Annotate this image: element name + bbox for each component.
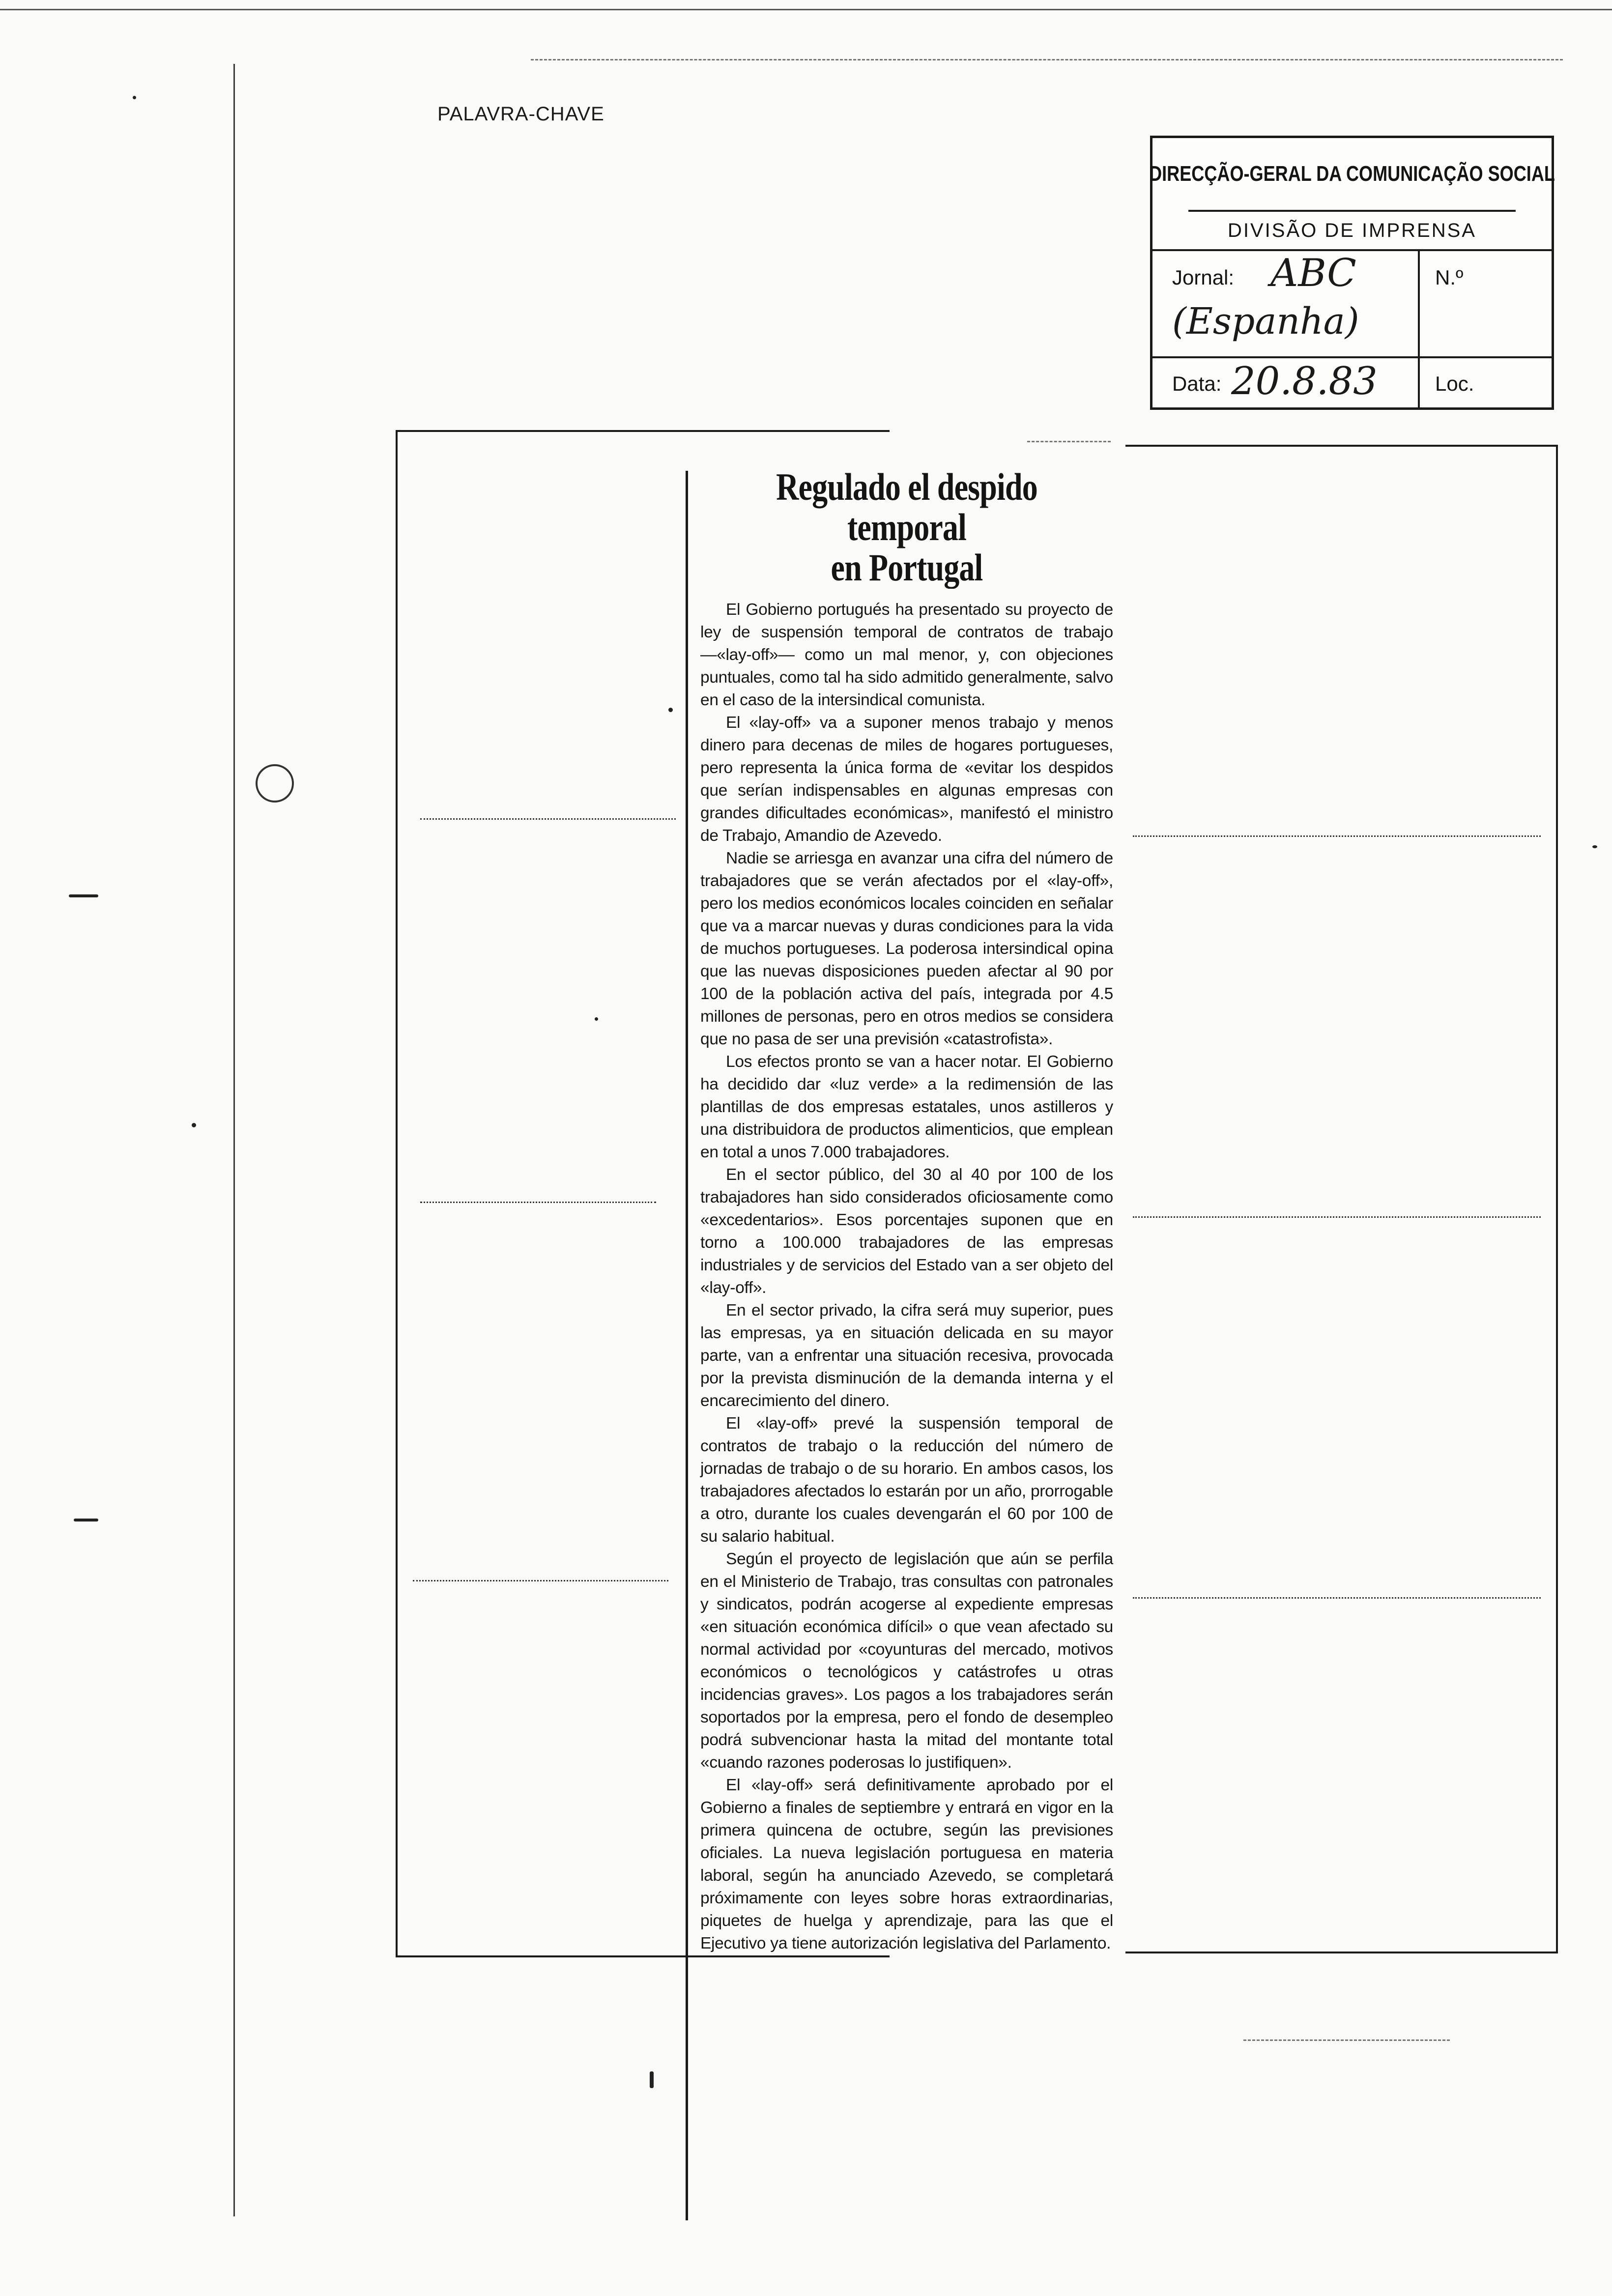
clipping-frame-top-broken xyxy=(1027,441,1111,442)
fold-line xyxy=(420,1202,656,1203)
left-margin-line xyxy=(233,64,235,2216)
stamp-jornal-row xyxy=(1152,251,1552,358)
stamp-data-label: Data: xyxy=(1172,372,1222,395)
article-body xyxy=(700,599,1113,1955)
speck xyxy=(133,96,136,99)
scan-top-rule xyxy=(0,9,1612,10)
article-paragraph: El «lay-off» prevé la suspensión temporal de contratos de trabajo o la reducción del número de jornadas de trabajo o de su horario. En ambos casos, los trabajadores afectados lo estarán por un año, prorrogable a otro, durante los cuales devengarán el 60 por 100 de su salario habitual. xyxy=(700,1414,1113,1546)
article-paragraph: Según el proyecto de legislación que aún se perfila en el Ministerio de Trabajo, tras consultas con patronales y sindicatos, podrán acogerse al expediente empresas «en situación económica difícil» o que vean afectado su normal actividad por «coyunturas del mercado, motivos económicos o tecnológicos y catástrofes u otras incidencias graves». Los pagos a los trabajadores serán soportados por la empresa, pero el fondo de desempleo podrá subvencionar hasta la mitad del montante total «cuando razones poderosas lo justifiquen». xyxy=(700,1550,1113,1772)
article-paragraph: Los efectos pronto se van a hacer notar. El Gobierno ha decidido dar «luz verde» a la redimensión de las plantillas de dos empresas estatales, unos astilleros y una distribuidora de productos alimenticios, que emplean en total a unos 7.000 trabajadores. xyxy=(700,1053,1113,1161)
column-rule xyxy=(686,471,688,2220)
headline-line-2: en Portugal xyxy=(831,546,983,589)
stamp-divider xyxy=(1418,251,1420,408)
clipping-frame-right xyxy=(1125,445,1558,1953)
fold-line xyxy=(1133,1597,1541,1599)
article-paragraph: El Gobierno portugués ha presentado su proyecto de ley de suspensión temporal de contratos de trabajo —«lay-off»— como un mal menor, y, con objeciones puntuales, como tal ha sido admitido generalmente, salvo en el caso de la intersindical comunista. xyxy=(700,601,1113,709)
keyword-label: PALAVRA-CHAVE xyxy=(437,103,604,125)
article-paragraph: El «lay-off» será definitivamente aprobado por el Gobierno a finales de septiembre y entrará en vigor en la primera quincena de octubre, según las previsiones oficiales. La nueva legislación portuguesa en materia laboral, según ha anunciado Azevedo, se completará próximamente con leyes sobre horas extraordinarias, piquetes de huelga y aprendizaje, para las que el Ejecutivo ya tiene autorización legislativa del Parlamento. xyxy=(700,1776,1113,1952)
scan-dash-rule-top xyxy=(531,59,1563,60)
article-paragraph: Nadie se arriesga en avanzar una cifra del número de trabajadores que se verán afectados por el «lay-off», pero los medios económicos locales coinciden en señalar que va a marcar nuevas y duras condiciones para la vida de muchos portugueses. La poderosa intersindical opina que las nuevas disposiciones pueden afectar al 90 por 100 de la población activa del país, integrada por 4.5 millones de personas, pero en otros medios se considera que no pasa de ser una previsión «catastrofista». xyxy=(700,849,1113,1048)
fold-line xyxy=(1133,835,1541,837)
article-paragraph: El «lay-off» va a suponer menos trabajo y menos dinero para decenas de miles de hogares portugueses, pero representa la única forma de «evitar los despidos que serían indispensables en algunas empresas con grandes dificultades económicas», manifestó el ministro de Trabajo, Amandio de Azevedo. xyxy=(700,714,1113,845)
fold-line xyxy=(413,1580,668,1581)
headline-line-1: Regulado el despido temporal xyxy=(776,465,1037,548)
stamp-jornal-handwritten-line2: (Espanha) xyxy=(1172,300,1359,343)
stamp-data-handwritten: 20.8.83 xyxy=(1231,359,1378,403)
speck xyxy=(650,2071,654,2088)
article-paragraph: En el sector privado, la cifra será muy superior, pues las empresas, ya en situación delicada en su mayor parte, van a enfrentar una situación recesiva, provocada por la prevista disminución de la demanda interna y el encarecimiento del dinero. xyxy=(700,1301,1113,1410)
stamp-numero-label: N.º xyxy=(1435,266,1464,289)
speck xyxy=(74,1519,98,1521)
article-paragraph: En el sector público, del 30 al 40 por 100 de los trabajadores han sido considerados oficiosamente como «excedentarios». Esos porcentajes suponen que en torno a 100.000 trabajadores de las empresas industriales y de servicios del Estado van a ser objeto del «lay-off». xyxy=(700,1166,1113,1297)
fold-line xyxy=(420,818,676,820)
stamp-subtitle: DIVISÃO DE IMPRENSA xyxy=(1152,212,1552,251)
stamp-data-row xyxy=(1152,358,1552,408)
newspaper-article xyxy=(700,467,1113,1955)
punch-hole xyxy=(256,764,294,803)
speck xyxy=(192,1123,196,1127)
stamp-loc-label: Loc. xyxy=(1435,372,1474,395)
stamp-jornal-handwritten-line1: ABC xyxy=(1270,251,1356,295)
scan-dash-rule-bottom xyxy=(1243,2039,1450,2041)
fold-line xyxy=(1133,1216,1541,1218)
speck xyxy=(69,894,98,897)
stamp-title: DIRECÇÃO-GERAL DA COMUNICAÇÃO SOCIAL xyxy=(1188,138,1516,212)
article-headline xyxy=(738,467,1076,588)
stamp-jornal-label: Jornal: xyxy=(1172,266,1235,289)
clipping-frame-top xyxy=(1125,445,1558,447)
press-office-stamp xyxy=(1150,136,1554,410)
speck xyxy=(1592,845,1597,848)
